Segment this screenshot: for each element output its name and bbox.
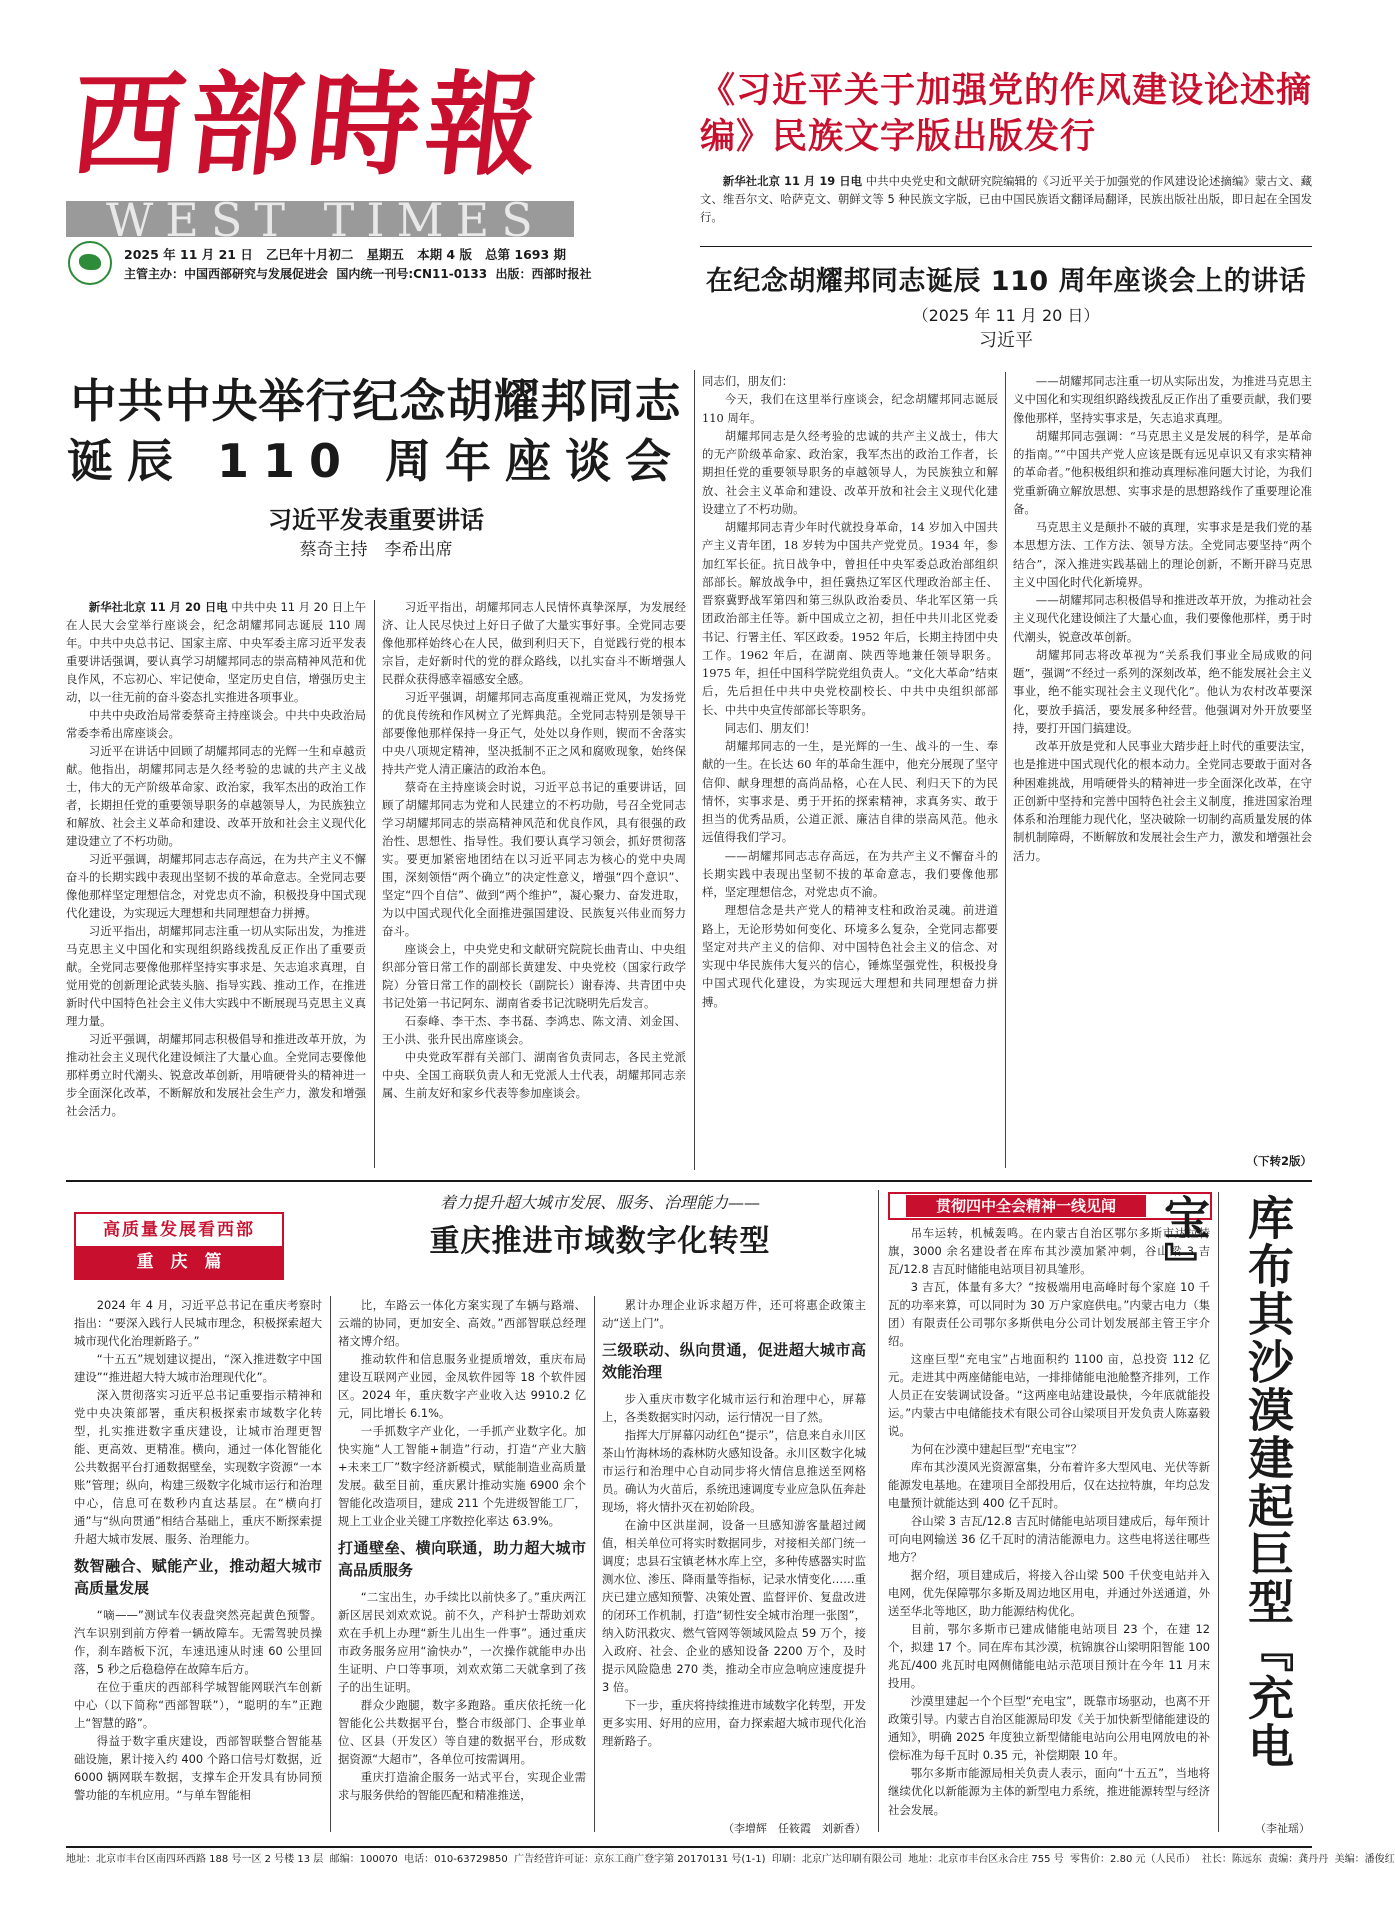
continued-note: （下转2版） <box>1246 1154 1312 1168</box>
paragraph: 胡耀邦同志是久经考验的忠诚的共产主义战士，伟大的无产阶级革命家、政治家，我军杰出的政治工作者，长期担任党的重要领导职务的卓越领导人，为民族独立和解放、社会主义革命和建设、改革开放和社会主义现代化建设建立了不朽功勋。 <box>702 428 998 516</box>
paragraph: “十五五”规划建议提出，“深入推进数字中国建设”“推进超大特大城市治理现代化”。 <box>74 1352 322 1385</box>
power-title: 库布其沙漠建起巨型『充电宝』 <box>1157 1194 1295 1770</box>
paragraph: 这座巨型“充电宝”占地面积约 1100 亩，总投资 112 亿元。走进其中两座储能电站，一排排储能电池舱整齐排列，工作人员正在安装调试设备。“这两座电站建设最快，今年底就能投运。”内蒙古中电储能技术有限公司谷山梁项目开发负责人陈嘉毅说。 <box>888 1352 1210 1439</box>
paragraph: 习近平指出，胡耀邦同志注重一切从实际出发，为推进马克思主义中国化和实现组织路线拨乱反正作出了重要贡献。全党同志要像他那样坚持实事求是、矢志追求真理，自觉用党的创新理论武装头脑、指导实践、推动工作，在推进新时代中国特色社会主义伟大实践中不断展现马克思主义真理力量。 <box>66 924 366 1029</box>
paragraph: 在渝中区洪崖洞，设备一旦感知游客量超过阈值，相关单位可将实时数据同步，对接相关部门统一调度；忠县石宝镇老林水库上空，多种传感器实时监测水位、渗压、降雨量等指标，记录水情变化……重庆已建立感知预警、决策处置、监督评价、复盘改进的闭环工作机制，打造“韧性安全城市治理一张图”，纳入防汛救灾、燃气管网等领域风险点 59 万个，接入政府、社会、企业的感知设备 2200 万个，及时提示风险隐患 270 类，推动全市应急响应速度提升 3 倍。 <box>602 1517 866 1694</box>
paragraph: 3 吉瓦，体量有多大？“按极端用电高峰时每个家庭 10 千瓦的功率来算，可以同时为 30 万户家庭供电。”内蒙古电力（集团）有限责任公司鄂尔多斯供电分公司计划发展部主管王宇介绍。 <box>888 1280 1210 1349</box>
paragraph: 2024 年 4 月，习近平总书记在重庆考察时指出：“要深入践行人民城市理念，积极探索超大城市现代化治理新路子。” <box>74 1298 322 1349</box>
section-divider <box>694 370 695 1170</box>
paragraph: 群众少跑腿，数字多跑路。重庆依托统一化智能化公共数据平台，整合市级部门、企事业单位、区县（开发区）等自建的数据平台，形成数据资源“大超市”，各单位可按需调用。 <box>338 1697 586 1766</box>
paragraph: 改革开放是党和人民事业大踏步赶上时代的重要法宝，也是推进中国式现代化的根本动力。全党同志要敢于面对各种困难挑战，用啃硬骨头的精神进一步全面深化改革，在守正创新中坚持和完善中国特色社会主义制度，推进国家治理体系和治理能力现代化，坚决破除一切制约高质量发展的体制机制障碍，不断解放和发展社会生产力，激发和增强社会活力。 <box>1013 739 1312 863</box>
top-story <box>700 68 1312 226</box>
masthead-info-line1 <box>124 245 566 263</box>
paragraph: 胡耀邦同志的一生，是光辉的一生、战斗的一生、奉献的一生。在长达 60 年的革命生涯中，他充分展现了坚守信仰、献身理想的高尚品格，心在人民、利归天下的为民情怀，实事求是、勇于开拓的探索精神，求真务实、敢于担当的优秀品质，公道正派、廉洁自律的崇高风范。他永远值得我们学习。 <box>702 739 998 845</box>
chongqing-kicker: 着力提升超大城市发展、服务、治理能力—— <box>439 1193 760 1212</box>
chongqing-title: 重庆推进市域数字化转型 <box>429 1224 771 1259</box>
paragraph: 库布其沙漠风光资源富集，分布着许多大型风电、光伏等新能源发电基地。在建项目全部投用后，仅在达拉特旗，年均总发电量预计就能达到 400 亿千瓦时。 <box>888 1460 1210 1511</box>
footer-ad-license: 广告经营许可证：京东工商广登字第 20170131 号(1-1) <box>514 1854 766 1865</box>
map-icon <box>79 254 101 270</box>
paragraph: 座谈会上，中央党史和文献研究院院长曲青山、中央组织部分管日常工作的副部长黄建发、中央党校（国家行政学院）分管日常工作的副校长（副院长）谢春涛、共青团中央书记处第一书记阿东、湖南省委书记沈晓明先后发言。 <box>382 942 686 1011</box>
main-story-header <box>66 372 686 562</box>
sponsor: 主管主办：中国西部研究与发展促进会 <box>124 267 329 281</box>
subheading: 数智融合、赋能产业，推动超大城市高质量发展 <box>74 1557 322 1597</box>
paragraph: 步入重庆市数字化城市运行和治理中心，屏幕上，各类数据实时闪动，运行情况一目了然。 <box>602 1391 866 1424</box>
paragraph: 在位于重庆的西部科学城智能网联汽车创新中心（以下简称“西部智联”），“聪明的车”正跑上“智慧的路”。 <box>74 1679 322 1730</box>
paragraph: 习近平在讲话中回顾了胡耀邦同志的光辉一生和卓越贡献。他指出，胡耀邦同志是久经考验的忠诚的共产主义战士，伟大的无产阶级革命家、政治家，我军杰出的政治工作者，长期担任党的重要领导职务的卓越领导人，为民族独立和解放、社会主义革命和建设、改革开放和社会主义现代化建设建立了不朽功勋。 <box>66 744 366 849</box>
footer-president: 社长：陈远东 <box>1201 1854 1262 1865</box>
speech-header <box>700 262 1312 354</box>
paragraph: 同志们、朋友们！ <box>724 720 816 735</box>
paragraph: 指挥大厅屏幕闪动红色“提示”，信息来自永川区茶山竹海林场的森林防火感知设备。永川区数字化城市运行和治理中心自动同步将火情信息推送至网格员。确认为火苗后，系统迅速调度专业应急队伍奔赴现场，将火情扑灭在初始阶段。 <box>602 1427 866 1514</box>
column-divider <box>1005 372 1006 1168</box>
paragraph: 胡耀邦同志强调：“马克思主义是发展的科学，是革命的指南。”“中国共产党人应该是既有远见卓识又有求实精神的革命者。”他积极组织和推动真理标准问题大讨论，为我们党重新确立解放思想、实事求是的思想路线作了重要理论准备。 <box>1013 428 1312 516</box>
masthead-logo <box>68 241 112 285</box>
paragraph: 一手抓数字产业化，一手抓产业数字化。加快实施“人工智能+制造”行动，打造“产业大脑+未来工厂”数字经济新模式，赋能制造业高质量发展。截至目前，重庆累计推动实施 6900 余个智能化改造项目，建成 211 个先进级智能工厂，规上工业企业关键工序数控化率达 63.9%。 <box>338 1424 586 1529</box>
issue-number: 总第 1693 期 <box>485 247 567 262</box>
masthead-english-band <box>66 193 574 247</box>
weekday: 星期五 <box>366 247 404 262</box>
top-story-lead: 新华社北京 11 月 19 日电 <box>722 174 863 188</box>
chongqing-col2 <box>338 1296 586 1834</box>
banner-line1: 高质量发展看西部 <box>103 1220 255 1240</box>
main-headline-line2: 诞辰 110 周年座谈会 <box>66 434 686 488</box>
main-subhead: 习近平发表重要讲话 <box>268 505 484 534</box>
paragraph: 鄂尔多斯市能源局相关负责人表示，面向“十五五”，当地将继续优化以新能源为主体的新型电力系统，推进能源转型与经济社会发展。 <box>888 1766 1210 1817</box>
footer-address: 地址：北京市丰台区南四环西路 188 号一区 2 号楼 13 层 <box>66 1854 324 1865</box>
paragraph: 目前，鄂尔多斯市已建成储能电站项目 23 个，在建 12 个，拟建 17 个。同在库布其沙漠，杭锦旗谷山梁明阳智能 100 兆瓦/400 兆瓦时电网侧储能电站示范项目预计在今年 11 月末投用。 <box>888 1622 1210 1691</box>
footer-printer-address: 地址：北京市丰台区永合庄 755 号 <box>908 1854 1064 1865</box>
cn-number: 国内统一刊号:CN11-0133 <box>336 267 488 281</box>
top-story-text: 中共中央党史和文献研究院编辑的《习近平关于加强党的作风建设论述摘编》蒙古文、藏文、维吾尔文、哈萨克文、朝鲜文等 5 种民族文字版，已由中国民族语文翻译局翻译，民族出版社出版，即日起在全国发行。 <box>700 174 1312 225</box>
paragraph: 比，车路云一体化方案实现了车辆与路端、云端的协同，更加安全、高效。”西部智联总经理褚文博介绍。 <box>338 1298 586 1349</box>
paragraph: 胡耀邦同志将改革视为“关系我们事业全局成败的问题”，强调“不经过一系列的深刻改革，绝不能发展社会主义事业，绝不能实现社会主义现代化”。他认为农村改革要深化，要放手搞活，要发展多种经营。他强调对外开放要坚持，要打开国门搞建设。 <box>1013 647 1312 735</box>
paragraph: 中共中央 11 月 20 日上午在人民大会堂举行座谈会，纪念胡耀邦同志诞辰 110 周年。中共中央总书记、国家主席、中央军委主席习近平发表重要讲话强调，要认真学习胡耀邦同志的崇高精神风范和优良作风，不忘初心、牢记使命，坚定历史自信，增强历史主动，以一往无前的奋斗姿态扎实推进各项事业。 <box>66 600 366 705</box>
footer-price: 零售价：2.80 元（人民币） <box>1070 1854 1196 1865</box>
paragraph: 马克思主义是颠扑不破的真理，实事求是是我们党的基本思想方法、工作方法、领导方法。全党同志要坚持“两个结合”，深入推进实践基础上的理论创新，不断开辟马克思主义中国化时代化新境界。 <box>1013 520 1312 589</box>
speech-author: 习近平 <box>979 330 1033 351</box>
footer-postcode: 邮编：100070 <box>329 1854 398 1865</box>
masthead <box>65 55 592 315</box>
main-headline-line1: 中共中央举行纪念胡耀邦同志 <box>70 374 682 428</box>
banner-line2: 重 庆 篇 <box>76 1246 282 1278</box>
paragraph: 习近平强调，胡耀邦同志志存高远，在为共产主义不懈奋斗的长期实践中表现出坚韧不拔的革命意志。全党同志要像他那样坚定理想信念，对党忠贞不渝，积极投身中国式现代化建设，为实现远大理想和共同理想奋力拼搏。 <box>66 852 366 921</box>
chongqing-banner <box>74 1212 284 1280</box>
chongqing-col3 <box>602 1296 866 1814</box>
footer-printer: 印刷：北京广达印刷有限公司 <box>771 1854 902 1865</box>
paragraph: 累计办理企业诉求超万件，还可将惠企政策主动“送上门”。 <box>602 1298 866 1331</box>
publisher: 出版：西部时报社 <box>495 267 592 281</box>
main-story-col2 <box>382 598 686 1170</box>
paragraph: 今天，我们在这里举行座谈会，纪念胡耀邦同志诞辰 110 周年。 <box>702 392 998 425</box>
power-banner-label: 贯彻四中全会精神一线见闻 <box>906 1195 1146 1217</box>
paragraph: 蔡奇在主持座谈会时说，习近平总书记的重要讲话，回顾了胡耀邦同志为党和人民建立的不朽功勋，号召全党同志学习胡耀邦同志的崇高精神风范和优良作风，具有很强的政治性、思想性、指导性。我们要认真学习领会，抓好贯彻落实。要更加紧密地团结在以习近平同志为核心的党中央周围，深刻领悟“两个确立”的决定性意义，增强“四个意识”、坚定“四个自信”、做到“两个维护”，凝心聚力、奋发进取，为以中国式现代化全面推进强国建设、民族复兴伟业而努力奋斗。 <box>382 780 686 939</box>
main-story-col1 <box>66 598 366 1170</box>
column-divider <box>374 600 375 1168</box>
masthead-english: WEST TIMES <box>106 193 545 247</box>
paragraph: 习近平强调，胡耀邦同志积极倡导和推进改革开放，为推动社会主义现代化建设倾注了大量心血。全党同志要像他那样勇立时代潮头、锐意改革创新，用啃硬骨头的精神进一步全面深化改革，不断解放和发展社会生产力，激发和增强社会活力。 <box>66 1032 366 1119</box>
chongqing-byline: （李增辉 任筱霞 刘新香） <box>723 1822 866 1835</box>
footer-designer: 美编：潘俊红 <box>1334 1854 1395 1865</box>
paragraph: ——胡耀邦同志注重一切从实际出发，为推进马克思主义中国化和实现组织路线拨乱反正作出了重要贡献，我们要像他那样，坚持实事求是，矢志追求真理。 <box>1013 374 1312 425</box>
top-story-body <box>700 172 1312 226</box>
paragraph: 得益于数字重庆建设，西部智联整合智能基础设施，累计接入约 400 个路口信号灯数据，近 6000 辆网联车数据，支撑车企开发具有协同预警功能的车机应用。“与单车智能相 <box>74 1733 322 1802</box>
footer-editor: 责编：龚丹丹 <box>1268 1854 1329 1865</box>
speech-date: （2025 年 11 月 20 日） <box>912 306 1100 325</box>
paragraph: 理想信念是共产党人的精神支柱和政治灵魂。前进道路上，无论形势如何变化、环境多么复杂，全党同志都要坚定对共产主义的信仰、对中国特色社会主义的信念、对实现中华民族伟大复兴的信心，锤炼坚强党性，积极投身中国式现代化建设，为实现远大理想和共同理想奋力拼搏。 <box>702 903 998 1009</box>
paragraph: 为何在沙漠中建起巨型“充电宝”？ <box>910 1442 1083 1457</box>
paragraph: 中央党政军群有关部门、湖南省负责同志，各民主党派中央、全国工商联负责人和无党派人士代表，胡耀邦同志亲属、生前友好和家乡代表等参加座谈会。 <box>382 1050 686 1101</box>
main-story-lead: 新华社北京 11 月 20 日电 <box>88 600 228 614</box>
issue-date: 2025 年 11 月 21 日 <box>124 247 253 262</box>
masthead-info-line2 <box>124 265 591 282</box>
paragraph: 习近平强调，胡耀邦同志高度重视端正党风，为发扬党的优良传统和作风树立了光辉典范。全党同志特别是领导干部要像他那样保持一身正气，处处以身作则，锲而不舍落实中央八项规定精神，坚决抵制不正之风和腐败现象，始终保持共产党人清正廉洁的政治本色。 <box>382 690 686 777</box>
power-body <box>888 1224 1210 1816</box>
page-count: 本期 4 版 <box>417 247 472 262</box>
paragraph: 中共中央政治局常委蔡奇主持座谈会。中共中央政治局常委李希出席座谈会。 <box>66 708 366 741</box>
paragraph: “嘀——”测试车仪表盘突然亮起黄色预警。汽车识别到前方停着一辆故障车。无需驾驶员操作，刹车踏板下沉，车速迅速从时速 60 公里回落，5 秒之后稳稳停在故障车后方。 <box>74 1607 322 1676</box>
paragraph: 重庆打造渝企服务一站式平台，实现企业需求与服务供给的智能匹配和精准推送， <box>338 1769 586 1802</box>
paragraph: 下一步，重庆将持续推进市域数字化转型，开发更多实用、好用的应用，奋力探索超大城市现代化治理新路子。 <box>602 1697 866 1748</box>
lunar-date: 乙巳年十月初二 <box>265 247 354 262</box>
paragraph: 胡耀邦同志青少年时代就投身革命，14 岁加入中国共产主义青年团，18 岁转为中国共产党党员。1934 年，参加红军长征。抗日战争中，曾担任中央军委总政治部组织部部长。解放战争中，担任冀热辽军区代理政治部主任、晋察冀野战军第四和第三纵队政治委员、华北军区第一兵团政治部主任等。新中国成立之初，担任中共川北区党委书记、行署主任、军区政委。1952 年后，长期主持团中央工作。1962 年后，在湖南、陕西等地兼任领导职务。1975 年，担任中国科学院党组负责人。“文化大革命”结束后，先后担任中共中央党校副校长、中共中央组织部部长、中共中央宣传部部长等职务。 <box>702 520 998 717</box>
subheading: 打通壁垒、横向联通，助力超大城市高品质服务 <box>338 1539 586 1579</box>
column-divider <box>594 1296 595 1832</box>
footer-rule <box>66 1846 1312 1848</box>
paragraph: 吊车运转，机械轰鸣。在内蒙古自治区鄂尔多斯市达拉特旗，3000 余名建设者在库布其沙漠加紧冲刺，谷山梁 3 吉瓦/12.8 吉瓦时储能电站项目初具雏形。 <box>888 1226 1210 1277</box>
paragraph: 习近平指出，胡耀邦同志人民情怀真挚深厚，为发展经济、让人民尽快过上好日子做了大量实事好事。全党同志要像他那样始终心在人民，做到利归天下，自觉践行党的根本宗旨，走好新时代的党的群众路线，以扎实奋斗不断增强人民群众获得感幸福感安全感。 <box>382 600 686 687</box>
paragraph: 据介绍，项目建成后，将接入谷山梁 500 千伏变电站并入电网，优先保障鄂尔多斯及周边地区用电，并通过外送通道，外送至华北等地区，助力能源结构优化。 <box>888 1568 1210 1619</box>
speech-greeting: 同志们，朋友们： <box>702 374 794 388</box>
paragraph: ——胡耀邦同志积极倡导和推进改革开放，为推动社会主义现代化建设倾注了大量心血，我们要像他那样，勇于时代潮头，锐意改革创新。 <box>1013 593 1312 644</box>
divider <box>700 246 1312 247</box>
paragraph: “二宝出生，办手续比以前快多了。”重庆两江新区居民刘欢欢说。前不久，产科护士帮助刘欢欢在手机上办理“新生儿出生一件事”。通过重庆市政务服务应用“渝快办”，一次操作就能申办出生证明、户口等事项，刘欢欢第二天就拿到了孩子的出生证明。 <box>338 1589 586 1694</box>
paragraph: 石泰峰、李干杰、李书磊、李鸿忠、陈文清、刘金国、王小洪、张升民出席座谈会。 <box>382 1014 686 1047</box>
power-byline: （李祉瑶） <box>1255 1822 1310 1835</box>
speech-col1 <box>702 372 998 1170</box>
section-rule <box>66 1180 1312 1182</box>
main-hosts: 蔡奇主持 李希出席 <box>299 540 453 560</box>
section-divider <box>878 1190 879 1832</box>
speech-col2 <box>1013 372 1312 1150</box>
paragraph: 推动软件和信息服务业提质增效，重庆布局建设互联网产业园，金凤软件园等 18 个软件园区。2024 年，重庆数字产业收入达 9910.2 亿元，同比增长 6.1%。 <box>338 1352 586 1421</box>
paragraph: ——胡耀邦同志志存高远，在为共产主义不懈奋斗的长期实践中表现出坚韧不拔的革命意志，我们要像他那样，坚定理想信念，对党忠贞不渝。 <box>702 848 998 899</box>
masthead-title: 西部時報 <box>65 60 551 191</box>
speech-title: 在纪念胡耀邦同志诞辰 110 周年座谈会上的讲话 <box>705 266 1307 297</box>
paragraph: 沙漠里建起一个个巨型“充电宝”，既靠市场驱动，也离不开政策引导。内蒙古自治区能源局印发《关于加快新型储能建设的通知》，明确 2025 年度独立新型储能电站向公用电网放电的补偿标准为每千瓦时 0.35 元，补偿期限 10 年。 <box>888 1694 1210 1763</box>
subheading: 三级联动、纵向贯通，促进超大城市高效能治理 <box>602 1341 866 1381</box>
column-divider <box>330 1296 331 1832</box>
top-story-title: 《习近平关于加强党的作风建设论述摘编》民族文字版出版发行 <box>700 71 1313 157</box>
chongqing-col1 <box>74 1296 322 1834</box>
footer <box>66 1852 1395 1868</box>
paragraph: 谷山梁 3 吉瓦/12.8 吉瓦时储能电站项目建成后，每年预计可向电网输送 36 亿千瓦时的清洁能源电力。这些电将送往哪些地方？ <box>888 1514 1210 1565</box>
footer-phone: 电话：010-63729850 <box>404 1854 508 1865</box>
paragraph: 深入贯彻落实习近平总书记重要指示精神和党中央决策部署，重庆积极探索市域数字化转型，扎实推进数字重庆建设，让城市治理更智能、更高效、更精准。横向，通过一体化智能化公共数据平台打通数据壁垒，实现数字资源“一本账”管理；纵向，构建三级数字化城市运行和治理中心，信息可在数秒内直达基层。在“横向打通”与“纵向贯通”相结合基础上，重庆不断探索提升超大城市发展、服务、治理能力。 <box>74 1388 322 1547</box>
